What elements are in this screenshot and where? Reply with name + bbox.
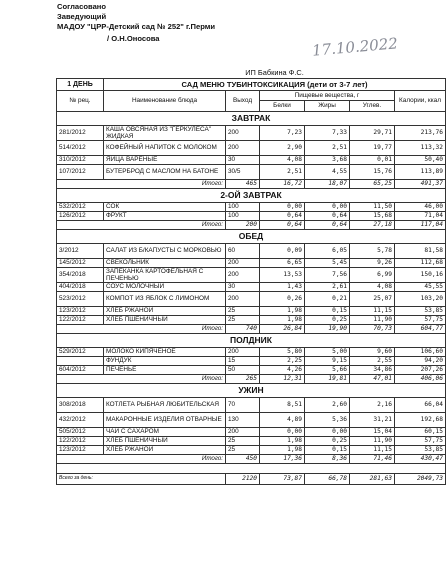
total-protein: 26,84: [260, 324, 305, 333]
signature-date: 17.10.2022: [311, 34, 399, 60]
dish-protein: 1,43: [260, 282, 305, 291]
dish-row: [57, 125, 446, 140]
dish-fat: 6,05: [305, 243, 350, 258]
recipe-number: 604/2012: [57, 365, 104, 374]
dish-row: [57, 267, 446, 282]
dish-calories: 46,00: [395, 202, 446, 211]
dish-row: [57, 436, 446, 445]
dish-protein: 0,64: [260, 211, 305, 220]
dish-protein: 2,25: [260, 356, 305, 365]
dish-carbs: 19,77: [350, 140, 395, 155]
dish-calories: 106,60: [395, 347, 446, 356]
dish-calories: 150,16: [395, 267, 446, 282]
dish-calories: 57,75: [395, 315, 446, 324]
section-header: [57, 188, 446, 202]
dish-carbs: 15,68: [350, 211, 395, 220]
dish-protein: 5,80: [260, 347, 305, 356]
total-output: 265: [226, 374, 260, 383]
dish-calories: 81,58: [395, 243, 446, 258]
total-carbs: 71,46: [350, 454, 395, 463]
total-calories: 430,47: [395, 454, 446, 463]
dish-row: [57, 397, 446, 412]
grand-total-output: 2120: [226, 473, 260, 484]
dish-name: ЧАЙ С САХАРОМ: [104, 427, 226, 436]
total-carbs: 70,73: [350, 324, 395, 333]
dish-protein: 13,53: [260, 267, 305, 282]
col-name-header: Наименование блюда: [104, 90, 226, 111]
dish-output: 200: [226, 347, 260, 356]
dish-carbs: 5,78: [350, 243, 395, 258]
dish-row: [57, 291, 446, 306]
recipe-number: 523/2012: [57, 291, 104, 306]
section-header: [57, 383, 446, 397]
dish-carbs: 0,01: [350, 155, 395, 164]
dish-output: 30/5: [226, 164, 260, 179]
section-total-row: [57, 179, 446, 188]
menu-table-body: [57, 68, 446, 484]
col-nutrients-header: Пищевые вещества, г: [260, 90, 395, 100]
dish-fat: 2,60: [305, 397, 350, 412]
dish-carbs: 29,71: [350, 125, 395, 140]
dish-name: ЯЙЦА ВАРЕНЫЕ: [104, 155, 226, 164]
recipe-number: 514/2012: [57, 140, 104, 155]
day-label: 1 ДЕНЬ: [57, 78, 104, 90]
dish-calories: 112,68: [395, 258, 446, 267]
dish-row: [57, 427, 446, 436]
dish-name: ЗАПЕКАНКА КАРТОФЕЛЬНАЯ С ПЕЧЕНЬЮ: [104, 267, 226, 282]
dish-output: 200: [226, 427, 260, 436]
section-header: [57, 229, 446, 243]
entrepreneur-row: [57, 68, 446, 78]
dish-row: [57, 315, 446, 324]
total-carbs: 65,25: [350, 179, 395, 188]
dish-row: [57, 282, 446, 291]
dish-name: КОТЛЕТА РЫБНАЯ ЛЮБИТЕЛЬСКАЯ: [104, 397, 226, 412]
dish-calories: 192,68: [395, 412, 446, 427]
dish-output: 100: [226, 202, 260, 211]
recipe-number: [57, 356, 104, 365]
dish-row: [57, 306, 446, 315]
dish-row: [57, 164, 446, 179]
total-calories: 604,77: [395, 324, 446, 333]
dish-output: 25: [226, 306, 260, 315]
dish-carbs: 15,76: [350, 164, 395, 179]
recipe-number: 529/2012: [57, 347, 104, 356]
dish-output: 15: [226, 356, 260, 365]
dish-fat: 2,61: [305, 282, 350, 291]
dish-name: КОФЕЙНЫЙ НАПИТОК С МОЛОКОМ: [104, 140, 226, 155]
col-protein-header: Белки: [260, 100, 305, 111]
dish-output: 25: [226, 445, 260, 454]
total-fat: 8,36: [305, 454, 350, 463]
total-label: Итого:: [57, 324, 226, 333]
dish-fat: 0,15: [305, 306, 350, 315]
dish-name: ХЛЕБ ПШЕНИЧНЫЙ: [104, 436, 226, 445]
section-title: ОБЕД: [57, 229, 446, 243]
dish-name: МАКАРОННЫЕ ИЗДЕЛИЯ ОТВАРНЫЕ: [104, 412, 226, 427]
dish-carbs: 9,60: [350, 347, 395, 356]
recipe-number: 123/2012: [57, 306, 104, 315]
dish-output: 25: [226, 315, 260, 324]
spacer-cell: [57, 463, 446, 473]
section-title: ПОЛДНИК: [57, 333, 446, 347]
dish-name: СОК: [104, 202, 226, 211]
dish-carbs: 11,90: [350, 315, 395, 324]
section-title: УЖИН: [57, 383, 446, 397]
recipe-number: 505/2012: [57, 427, 104, 436]
column-header-row-1: [57, 90, 446, 100]
section-header: [57, 111, 446, 125]
dish-calories: 207,26: [395, 365, 446, 374]
dish-protein: 1,98: [260, 436, 305, 445]
dish-output: 200: [226, 258, 260, 267]
grand-total-row: [57, 473, 446, 484]
section-header: [57, 333, 446, 347]
col-carbs-header: Углев.: [350, 100, 395, 111]
total-fat: 0,64: [305, 220, 350, 229]
dish-output: 70: [226, 397, 260, 412]
dish-protein: 4,26: [260, 365, 305, 374]
approval-line-2: Заведующий: [57, 12, 107, 21]
recipe-number: 123/2012: [57, 445, 104, 454]
total-calories: 406,06: [395, 374, 446, 383]
section-total-row: [57, 454, 446, 463]
col-output-header: Выход: [226, 90, 260, 111]
col-calories-header: Калории, ккал: [395, 90, 446, 111]
dish-row: [57, 365, 446, 374]
dish-calories: 213,76: [395, 125, 446, 140]
grand-total-calories: 2049,73: [395, 473, 446, 484]
approval-line-4: / О.Н.Оносова: [107, 34, 160, 43]
dish-output: 200: [226, 291, 260, 306]
dish-name: МОЛОКО КИПЯЧЕНОЕ: [104, 347, 226, 356]
dish-protein: 1,98: [260, 315, 305, 324]
recipe-number: 404/2018: [57, 282, 104, 291]
total-fat: 18,07: [305, 179, 350, 188]
dish-protein: 2,51: [260, 164, 305, 179]
dish-calories: 45,55: [395, 282, 446, 291]
dish-fat: 0,25: [305, 315, 350, 324]
dish-output: 130: [226, 412, 260, 427]
dish-name: КОМПОТ ИЗ ЯБЛОК С ЛИМОНОМ: [104, 291, 226, 306]
dish-name: ХЛЕБ РЖАНОЙ: [104, 445, 226, 454]
total-protein: 12,31: [260, 374, 305, 383]
dish-carbs: 11,90: [350, 436, 395, 445]
recipe-number: 145/2012: [57, 258, 104, 267]
recipe-number: 432/2012: [57, 412, 104, 427]
dish-row: [57, 258, 446, 267]
dish-protein: 0,26: [260, 291, 305, 306]
total-fat: 19,90: [305, 324, 350, 333]
total-carbs: 47,01: [350, 374, 395, 383]
dish-fat: 0,15: [305, 445, 350, 454]
grand-total-label: Всего за день:: [57, 473, 226, 484]
dish-name: БУТЕРБРОД С МАСЛОМ НА БАТОНЕ: [104, 164, 226, 179]
dish-calories: 103,20: [395, 291, 446, 306]
recipe-number: 122/2012: [57, 436, 104, 445]
grand-total-protein: 73,87: [260, 473, 305, 484]
total-protein: 16,72: [260, 179, 305, 188]
total-output: 740: [226, 324, 260, 333]
dish-output: 100: [226, 211, 260, 220]
menu-table: [56, 68, 446, 485]
dish-name: ФУНДУК: [104, 356, 226, 365]
dish-fat: 7,56: [305, 267, 350, 282]
dish-output: 200: [226, 125, 260, 140]
approval-line-1: Согласовано: [57, 2, 107, 11]
dish-name: ПЕЧЕНЬЕ: [104, 365, 226, 374]
dish-calories: 50,40: [395, 155, 446, 164]
dish-row: [57, 211, 446, 220]
total-output: 465: [226, 179, 260, 188]
dish-fat: 5,00: [305, 347, 350, 356]
recipe-number: 281/2012: [57, 125, 104, 140]
dish-carbs: 11,15: [350, 445, 395, 454]
dish-fat: 7,33: [305, 125, 350, 140]
dish-protein: 2,90: [260, 140, 305, 155]
total-protein: 0,64: [260, 220, 305, 229]
dish-calories: 113,89: [395, 164, 446, 179]
dish-output: 25: [226, 436, 260, 445]
dish-carbs: 9,26: [350, 258, 395, 267]
dish-output: 200: [226, 267, 260, 282]
dish-name: САЛАТ ИЗ Б/КАПУСТЫ С МОРКОВЬЮ: [104, 243, 226, 258]
section-total-row: [57, 220, 446, 229]
total-output: 200: [226, 220, 260, 229]
dish-name: СОУС МОЛОЧНЫЙ: [104, 282, 226, 291]
dish-fat: 0,00: [305, 202, 350, 211]
dish-protein: 7,23: [260, 125, 305, 140]
total-label: Итого:: [57, 179, 226, 188]
dish-row: [57, 140, 446, 155]
dish-name: ХЛЕБ РЖАНОЙ: [104, 306, 226, 315]
dish-fat: 2,51: [305, 140, 350, 155]
dish-carbs: 11,50: [350, 202, 395, 211]
dish-carbs: 25,07: [350, 291, 395, 306]
total-protein: 17,36: [260, 454, 305, 463]
recipe-number: 126/2012: [57, 211, 104, 220]
dish-row: [57, 356, 446, 365]
dish-carbs: 2,55: [350, 356, 395, 365]
spacer-row: [57, 463, 446, 473]
dish-row: [57, 412, 446, 427]
dish-fat: 5,66: [305, 365, 350, 374]
section-title: 2-ОЙ ЗАВТРАК: [57, 188, 446, 202]
recipe-number: 107/2012: [57, 164, 104, 179]
total-fat: 19,81: [305, 374, 350, 383]
dish-row: [57, 445, 446, 454]
dish-fat: 4,55: [305, 164, 350, 179]
section-total-row: [57, 324, 446, 333]
dish-name: ХЛЕБ ПШЕНИЧНЫЙ: [104, 315, 226, 324]
dish-protein: 4,89: [260, 412, 305, 427]
dish-protein: 4,08: [260, 155, 305, 164]
recipe-number: 310/2012: [57, 155, 104, 164]
dish-calories: 53,85: [395, 445, 446, 454]
dish-fat: 5,45: [305, 258, 350, 267]
col-recipe-header: № рец.: [57, 90, 104, 111]
dish-row: [57, 202, 446, 211]
dish-fat: 0,00: [305, 427, 350, 436]
dish-fat: 0,21: [305, 291, 350, 306]
dish-protein: 0,00: [260, 202, 305, 211]
col-fat-header: Жиры: [305, 100, 350, 111]
recipe-number: 308/2018: [57, 397, 104, 412]
dish-output: 50: [226, 365, 260, 374]
dish-protein: 0,00: [260, 427, 305, 436]
section-title: ЗАВТРАК: [57, 111, 446, 125]
total-calories: 117,04: [395, 220, 446, 229]
section-total-row: [57, 374, 446, 383]
total-calories: 491,37: [395, 179, 446, 188]
dish-calories: 71,04: [395, 211, 446, 220]
dish-fat: 5,36: [305, 412, 350, 427]
total-label: Итого:: [57, 374, 226, 383]
dish-output: 200: [226, 140, 260, 155]
dish-carbs: 2,16: [350, 397, 395, 412]
approval-line-3: МАДОУ "ЦРР-Детский сад № 252" г.Перми: [57, 22, 216, 31]
dish-output: 30: [226, 282, 260, 291]
dish-carbs: 31,21: [350, 412, 395, 427]
dish-carbs: 11,15: [350, 306, 395, 315]
dish-calories: 94,20: [395, 356, 446, 365]
total-output: 450: [226, 454, 260, 463]
dish-name: СВЕКОЛЬНИК: [104, 258, 226, 267]
dish-row: [57, 347, 446, 356]
dish-carbs: 34,86: [350, 365, 395, 374]
dish-fat: 0,64: [305, 211, 350, 220]
dish-calories: 57,75: [395, 436, 446, 445]
dish-carbs: 6,99: [350, 267, 395, 282]
dish-row: [57, 243, 446, 258]
dish-name: КАША ОВСЯНАЯ ИЗ "ГЕРКУЛЕСА" ЖИДКАЯ: [104, 125, 226, 140]
total-label: Итого:: [57, 220, 226, 229]
entrepreneur-name: ИП Бабкина Ф.С.: [245, 68, 304, 78]
grand-total-carbs: 281,63: [350, 473, 395, 484]
dish-carbs: 4,08: [350, 282, 395, 291]
grand-total-fat: 66,78: [305, 473, 350, 484]
dish-name: ФРУКТ: [104, 211, 226, 220]
recipe-number: 354/2018: [57, 267, 104, 282]
recipe-number: 3/2012: [57, 243, 104, 258]
dish-protein: 8,51: [260, 397, 305, 412]
dish-carbs: 15,04: [350, 427, 395, 436]
dish-protein: 1,98: [260, 445, 305, 454]
dish-protein: 6,65: [260, 258, 305, 267]
dish-calories: 113,32: [395, 140, 446, 155]
dish-calories: 53,85: [395, 306, 446, 315]
dish-protein: 0,09: [260, 243, 305, 258]
dish-calories: 60,15: [395, 427, 446, 436]
dish-fat: 0,25: [305, 436, 350, 445]
total-label: Итого:: [57, 454, 226, 463]
dish-protein: 1,98: [260, 306, 305, 315]
dish-output: 30: [226, 155, 260, 164]
dish-fat: 9,15: [305, 356, 350, 365]
dish-fat: 3,68: [305, 155, 350, 164]
recipe-number: 532/2012: [57, 202, 104, 211]
total-carbs: 27,18: [350, 220, 395, 229]
dish-calories: 66,04: [395, 397, 446, 412]
title-row: [57, 78, 446, 90]
dish-row: [57, 155, 446, 164]
dish-output: 60: [226, 243, 260, 258]
menu-title: САД МЕНЮ ТУБИНТОКСИКАЦИЯ (дети от 3-7 лет): [104, 78, 446, 90]
recipe-number: 122/2012: [57, 315, 104, 324]
